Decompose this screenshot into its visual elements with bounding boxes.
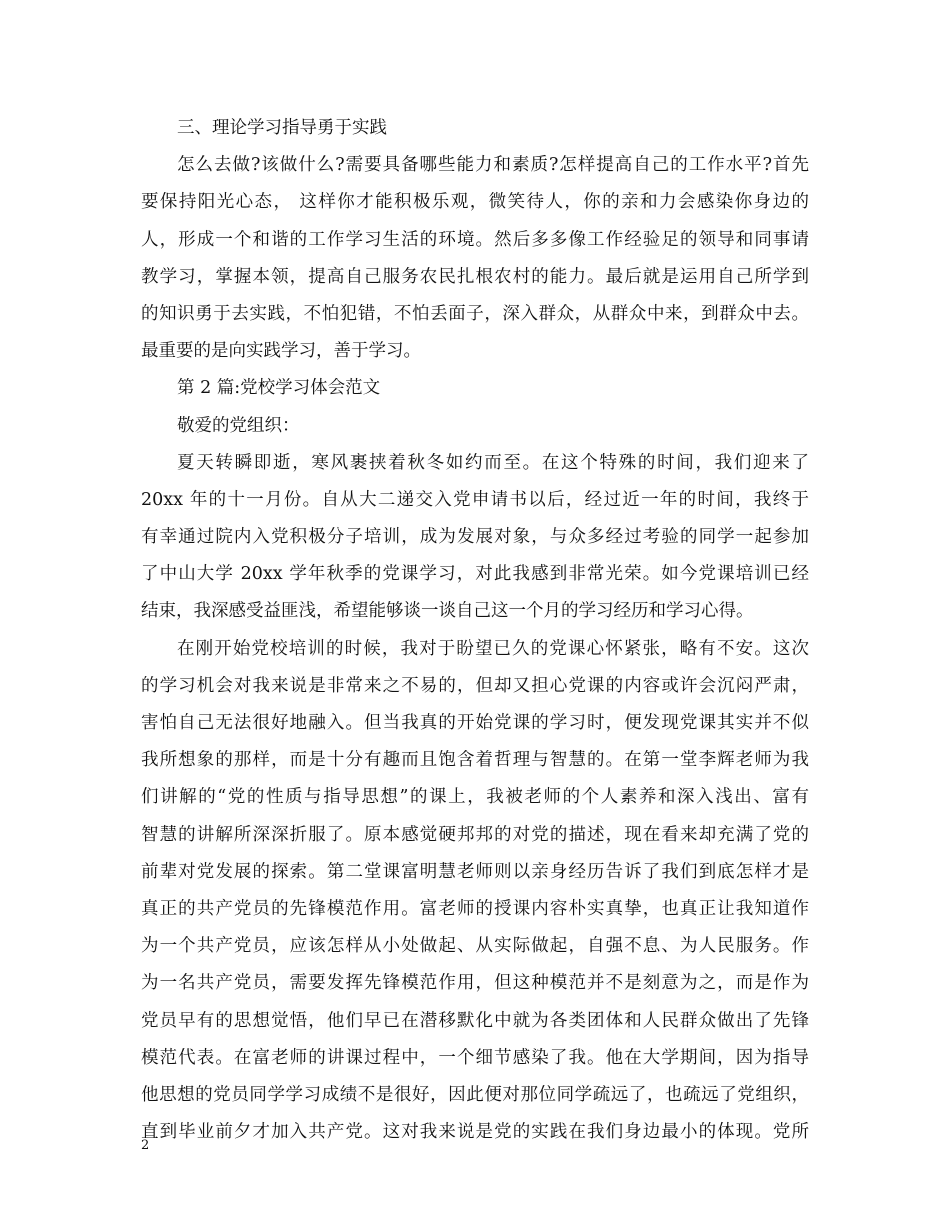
text-line: 为一个共产党员，应该怎样从小处做起、从实际做起，自强不息、为人民服务。作 [141,936,809,957]
text-line: 最重要的是向实践学习，善于学习。 [141,341,421,362]
text-line: 前辈对党发展的探索。第二堂课富明慧老师则以亲身经历告诉了我们到底怎样才是 [141,861,809,882]
text-line: 敬爱的党组织： [177,415,300,436]
text-line: 三、理论学习指导勇于实践 [177,118,387,138]
text-line: 党员早有的思想觉悟，他们早已在潜移默化中就为各类团体和人民群众做出了先锋 [141,1010,809,1031]
text-line: 人，形成一个和谐的工作学习生活的环境。然后多多像工作经验足的领导和同事请 [141,229,809,250]
document-body [141,110,809,1151]
text-line: 模范代表。在富老师的讲课过程中，一个细节感染了我。他在大学期间，因为指导 [141,1047,809,1068]
text-line: 结束，我深感受益匪浅，希望能够谈一谈自己这一个月的学习经历和学习心得。 [141,601,754,622]
text-line: 的知识勇于去实践，不怕犯错，不怕丢面子，深入群众，从群众中来，到群众中去。 [141,303,809,324]
text-line: 20xx 年的十一月份。自从大二递交入党申请书以后，经过近一年的时间，我终于 [141,489,809,510]
text-line: 智慧的讲解所深深折服了。原本感觉硬邦邦的对党的描述，现在看来却充满了党的 [141,824,809,845]
text-line: 为一名共产党员，需要发挥先锋模范作用，但这种模范并不是刻意为之，而是作为 [141,973,809,994]
text-line: 有幸通过院内入党积极分子培训，成为发展对象，与众多经过考验的同学一起参加 [141,527,809,548]
text-line: 怎么去做?该做什么?需要具备哪些能力和素质?怎样提高自己的工作水平?首先 [177,155,809,176]
text-line: 在刚开始党校培训的时候，我对于盼望已久的党课心怀紧张，略有不安。这次 [177,638,809,659]
text-line: 夏天转瞬即逝，寒风裹挟着秋冬如约而至。在这个特殊的时间，我们迎来了 [177,452,809,473]
text-line: 们讲解的“党的性质与指导思想”的课上，我被老师的个人素养和深入浅出、富有 [141,787,809,808]
text-line: 直到毕业前夕才加入共产党。这对我来说是党的实践在我们身边最小的体现。党所 [141,1122,809,1143]
text-line: 我所想象的那样，而是十分有趣而且饱含着哲理与智慧的。在第一堂李辉老师为我 [141,750,809,771]
text-line: 他思想的党员同学学习成绩不是很好，因此便对那位同学疏远了，也疏远了党组织， [141,1084,809,1105]
text-line: 要保持阳光心态， 这样你才能积极乐观，微笑待人，你的亲和力会感染你身边的 [141,192,809,213]
text-line: 的学习机会对我来说是非常来之不易的，但却又担心党课的内容或许会沉闷严肃， [141,675,809,696]
text-line: 了中山大学 20xx 学年秋季的党课学习，对此我感到非常光荣。如今党课培训已经 [141,564,809,585]
text-line: 真正的共产党员的先锋模范作用。富老师的授课内容朴实真挚，也真正让我知道作 [141,898,809,919]
text-line: 教学习，掌握本领，提高自己服务农民扎根农村的能力。最后就是运用自己所学到 [141,266,809,287]
page-number: 2 [141,1138,150,1153]
text-line: 害怕自己无法很好地融入。但当我真的开始党课的学习时，便发现党课其实并不似 [141,713,809,733]
text-line: 第 2 篇:党校学习体会范文 [177,378,381,399]
